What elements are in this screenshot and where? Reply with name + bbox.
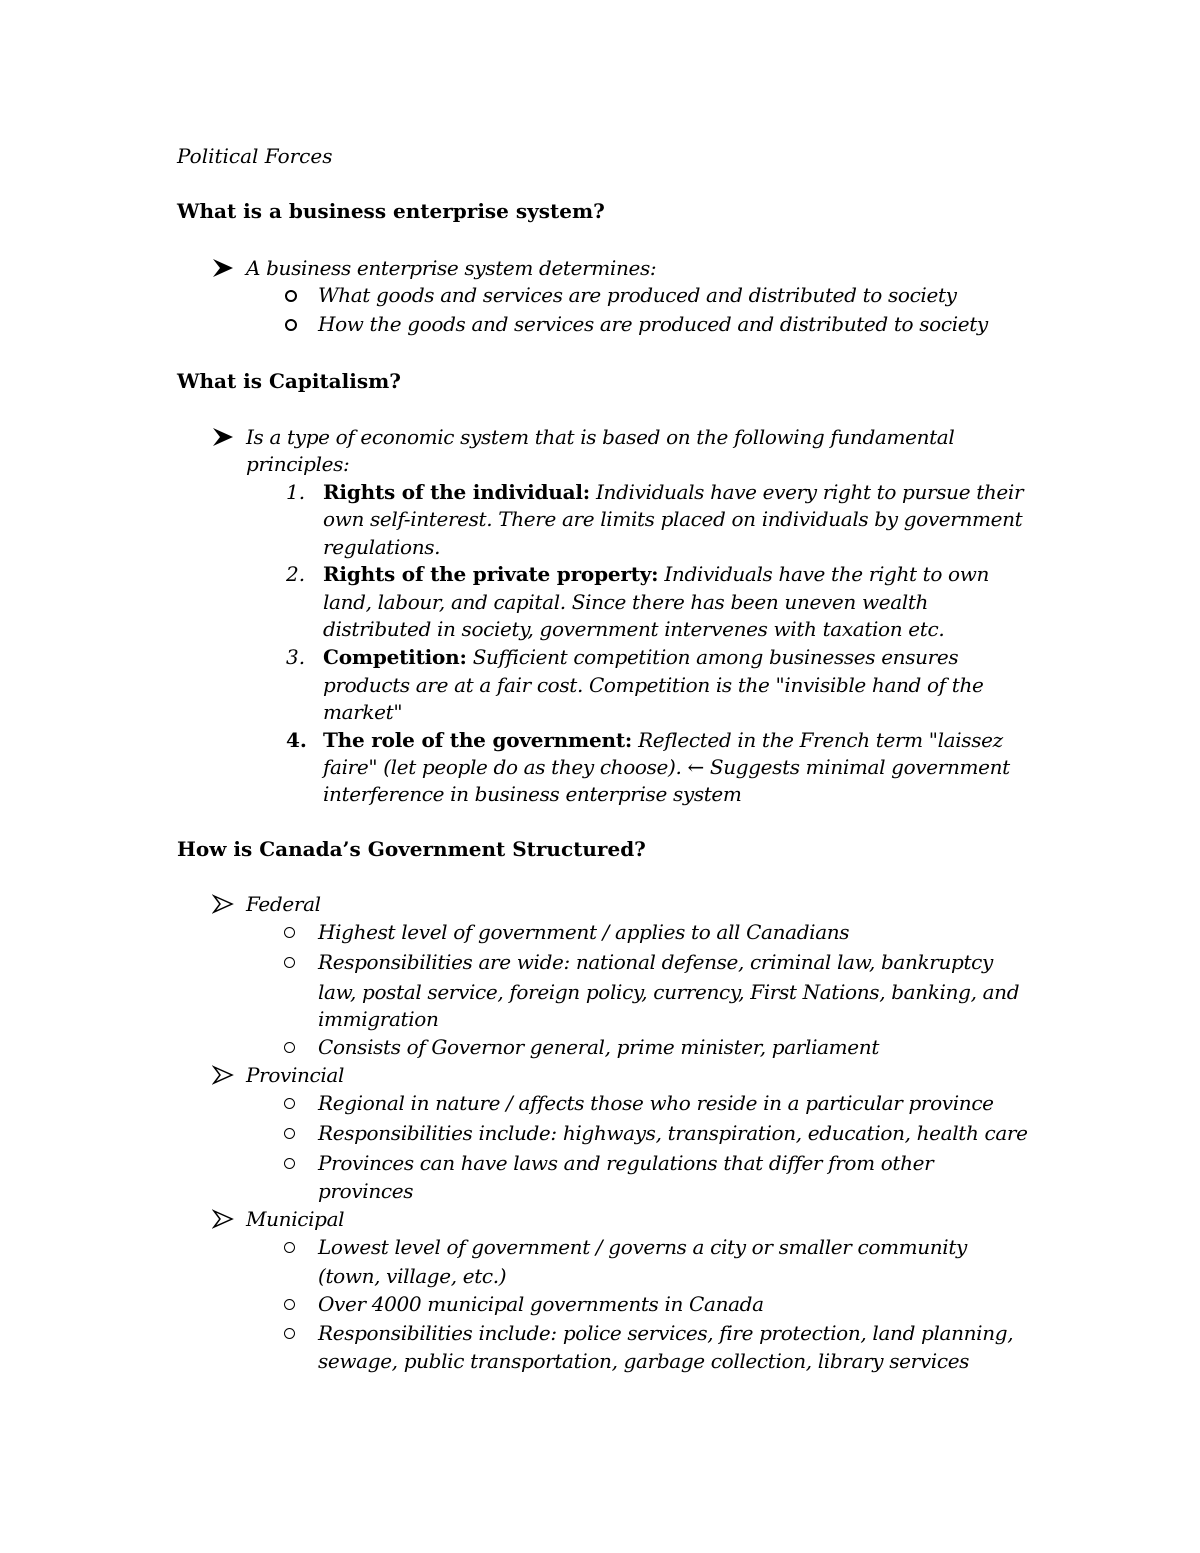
arrowhead-bullet-icon <box>212 427 234 447</box>
section-heading-capitalism: What is Capitalism? <box>177 369 401 393</box>
principle-term: The role of the government: <box>323 728 633 752</box>
principle-4-line-3: interference in business enterprise system <box>323 782 742 806</box>
federal-item-2-line-1: Responsibilities are wide: national defense, criminal law, bankruptcy <box>318 950 993 974</box>
principle-term: Rights of the individual: <box>323 480 590 504</box>
principle-4-line-1 <box>323 726 1003 754</box>
principle-text: Individuals have every right to pursue their <box>596 480 1024 504</box>
principle-text: Sufficient competition among businesses ensures <box>472 645 959 669</box>
municipal-item-1-line-1: Lowest level of government / governs a city or smaller community <box>318 1235 967 1259</box>
circle-outline-bullet-icon <box>284 1042 295 1053</box>
circle-outline-bullet-icon <box>284 1328 295 1339</box>
circle-bullet-icon <box>285 319 297 331</box>
document-title: Political Forces <box>177 144 333 168</box>
principle-number: 3. <box>286 645 306 669</box>
principle-2-line-2: land, labour, and capital. Since there has been uneven wealth <box>323 590 929 614</box>
federal-item-3: Consists of Governor general, prime minister, parliament <box>318 1035 880 1059</box>
principle-number: 4. <box>286 728 307 752</box>
federal-item-2-line-3: immigration <box>318 1007 439 1031</box>
arrowhead-outline-bullet-icon <box>212 1209 234 1229</box>
section-heading-canada-government: How is Canada’s Government Structured? <box>177 837 646 861</box>
principle-2-line-3: distributed in society, government intervenes with taxation etc. <box>323 617 945 641</box>
principle-3-line-2: products are at a fair cost. Competition is the "invisible hand of the <box>323 673 984 697</box>
provincial-item-1: Regional in nature / affects those who reside in a particular province <box>318 1091 994 1115</box>
principle-term: Competition: <box>323 645 467 669</box>
circle-outline-bullet-icon <box>284 1098 295 1109</box>
circle-outline-bullet-icon <box>284 1299 295 1310</box>
arrowhead-bullet-icon <box>212 258 234 278</box>
arrowhead-outline-bullet-icon <box>212 1065 234 1085</box>
circle-bullet-icon <box>285 290 297 302</box>
provincial-item-3-line-1: Provinces can have laws and regulations that differ from other <box>318 1151 934 1175</box>
municipal-item-1-line-2: (town, village, etc.) <box>318 1264 507 1288</box>
principle-4-line-2: faire" (let people do as they choose). ← Suggests minimal government <box>323 755 1010 779</box>
principle-text: Individuals have the right to own <box>664 562 990 586</box>
principle-term: Rights of the private property: <box>323 562 659 586</box>
municipal-item-2: Over 4000 municipal governments in Canada <box>318 1292 764 1316</box>
principle-1-line-1 <box>323 478 1023 506</box>
section1-lead: A business enterprise system determines: <box>246 256 657 280</box>
provincial-item-2: Responsibilities include: highways, transpiration, education, health care <box>318 1121 1028 1145</box>
section-heading-business-enterprise: What is a business enterprise system? <box>177 199 605 223</box>
arrowhead-outline-bullet-icon <box>212 894 234 914</box>
circle-outline-bullet-icon <box>284 1128 295 1139</box>
circle-outline-bullet-icon <box>284 1158 295 1169</box>
circle-outline-bullet-icon <box>284 957 295 968</box>
federal-item-1: Highest level of government / applies to all Canadians <box>318 920 850 944</box>
circle-outline-bullet-icon <box>284 927 295 938</box>
municipal-item-3-line-1: Responsibilities include: police services, fire protection, land planning, <box>318 1321 1014 1345</box>
provincial-item-3-line-2: provinces <box>318 1179 414 1203</box>
municipal-label: Municipal <box>246 1207 345 1231</box>
federal-item-2-line-2: law, postal service, foreign policy, currency, First Nations, banking, and <box>318 980 1020 1004</box>
section1-item-2: How the goods and services are produced and distributed to society <box>318 312 988 336</box>
section2-lead-line-1: Is a type of economic system that is based on the following fundamental <box>246 425 955 449</box>
section2-lead-line-2: principles: <box>246 452 350 476</box>
principle-text: Reflected in the French term "laissez <box>638 728 1003 752</box>
principle-1-line-3: regulations. <box>323 535 441 559</box>
principle-3-line-3: market" <box>323 700 403 724</box>
principle-1-line-2: own self-interest. There are limits placed on individuals by government <box>323 507 1023 531</box>
federal-label: Federal <box>246 892 321 916</box>
municipal-item-3-line-2: sewage, public transportation, garbage collection, library services <box>318 1349 970 1373</box>
principle-3-line-1 <box>323 643 958 671</box>
principle-number: 2. <box>286 562 306 586</box>
section1-item-1: What goods and services are produced and distributed to society <box>318 283 957 307</box>
circle-outline-bullet-icon <box>284 1242 295 1253</box>
principle-number: 1. <box>286 480 306 504</box>
principle-2-line-1 <box>323 560 989 588</box>
provincial-label: Provincial <box>246 1063 345 1087</box>
